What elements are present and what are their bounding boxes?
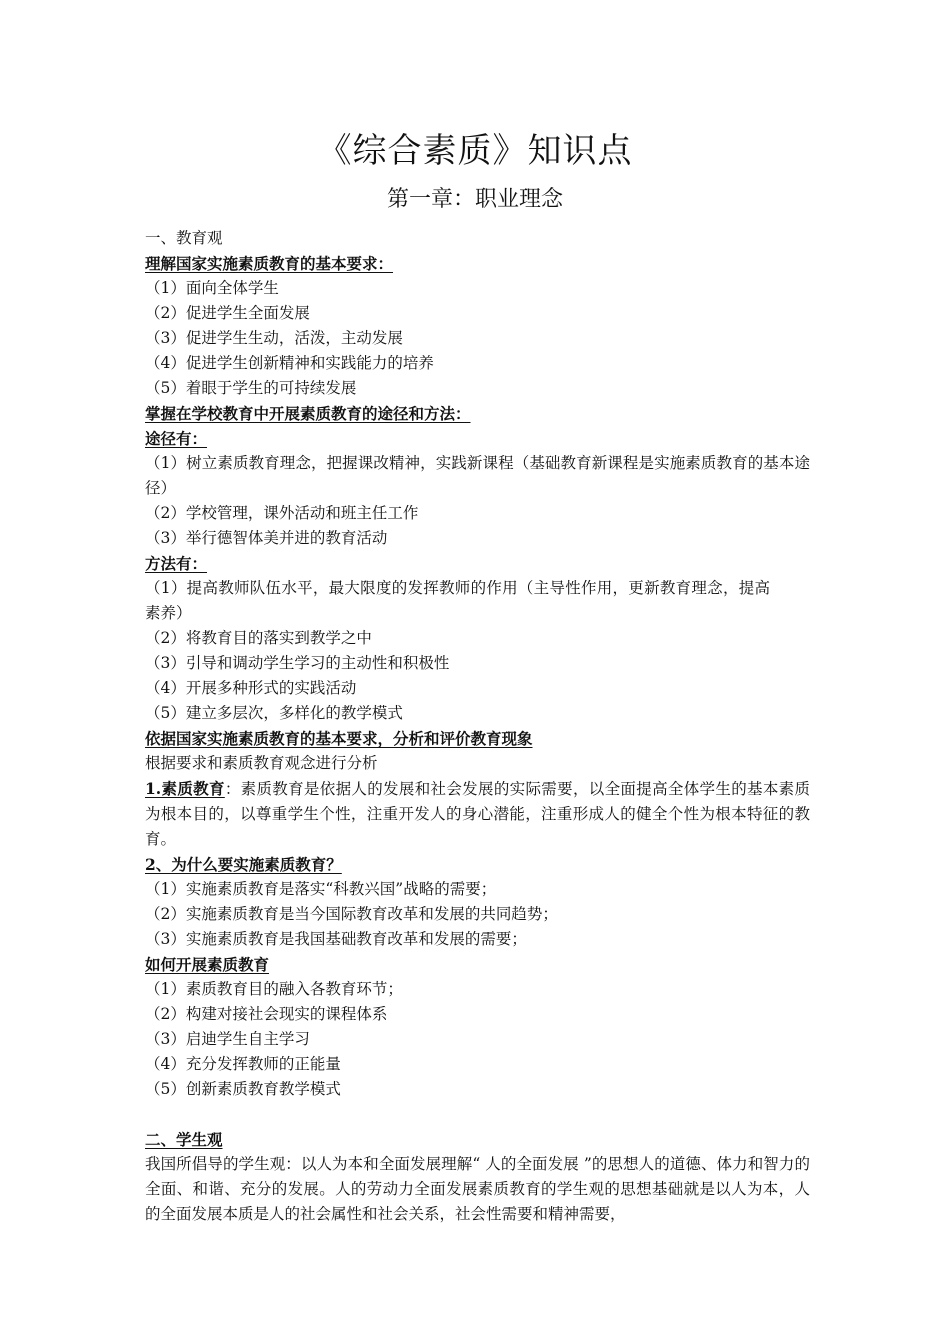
spacer [145,1102,810,1127]
list-item: （1）面向全体学生 [145,279,279,297]
chapter-title: 第一章：职业理念 [386,187,563,212]
list-item: （2）促进学生全面发展 [145,304,310,322]
list-item: （3）实施素质教育是我国基础教育改革和发展的需要； [145,930,527,948]
subheading-analysis: 依据国家实施素质教育的基本要求，分析和评价教育现象 [145,729,533,748]
list-item: （3）举行德智体美并进的教育活动 [145,529,388,547]
document-body [145,226,810,1227]
student-view-paragraph: 我国所倡导的学生观：以人为本和全面发展理解“ 人的全面发展 ”的思想人的道德、体力和智力的全面、和谐、充分的发展。人的劳动力全面发展素质教育的学生观的思想基础就是以人为本，人的全面发展本质是人的社会属性和社会关系，社会性需要和精神需要， [145,1155,810,1223]
list-item: （1）树立素质教育理念，把握课改精神，实践新课程（基础教育新课程是实施素质教育的基本途径） [145,454,810,497]
list-item: （5）建立多层次，多样化的教学模式 [145,704,403,722]
subheading-how: 如何开展素质教育 [145,955,270,974]
list-item: （3）启迪学生自主学习 [145,1030,310,1048]
document-title: 《综合素质》知识点 [317,131,633,171]
list-item: （5）创新素质教育教学模式 [145,1080,341,1098]
list-item: （2）构建对接社会现实的课程体系 [145,1005,388,1023]
list-item: （2）学校管理，课外活动和班主任工作 [145,504,419,522]
section-heading-students: 二、学生观 [145,1130,223,1149]
subheading-why: 2、为什么要实施素质教育？ [145,855,342,874]
definition-term: 1.素质教育 [145,779,225,798]
list-item: （2）将教育目的落实到教学之中 [145,629,372,647]
list-item: （3）促进学生生动，活泼，主动发展 [145,329,403,347]
section-heading: 一、教育观 [145,229,223,247]
definition-paragraph [145,776,810,852]
list-item: （3）引导和调动学生学习的主动性和积极性 [145,654,450,672]
subheading-methods: 方法有： [145,554,208,573]
subheading-requirements: 理解国家实施素质教育的基本要求： [145,254,394,273]
list-item: （1）素质教育目的融入各教育环节； [145,980,403,998]
list-item: （2）实施素质教育是当今国际教育改革和发展的共同趋势； [145,905,558,923]
subheading-ways-methods: 掌握在学校教育中开展素质教育的途径和方法： [145,404,471,423]
analysis-text: 根据要求和素质教育观念进行分析 [145,754,378,772]
list-item: （4）开展多种形式的实践活动 [145,679,357,697]
list-item: （4）充分发挥教师的正能量 [145,1055,341,1073]
list-item: （4）促进学生创新精神和实践能力的培养 [145,354,434,372]
list-item: （1）提高教师队伍水平，最大限度的发挥教师的作用（主导性作用，更新教育理念，提高素养） [145,579,770,622]
list-item: （5）着眼于学生的可持续发展 [145,379,357,397]
definition-text: ：素质教育是依据人的发展和社会发展的实际需要，以全面提高全体学生的基本素质为根本目的，以尊重学生个性，注重开发人的身心潜能，注重形成人的健全个性为根本特征的教育。 [145,780,810,848]
subheading-paths: 途径有： [145,429,208,448]
list-item: （1）实施素质教育是落实“科教兴国”战略的需要； [145,880,497,898]
